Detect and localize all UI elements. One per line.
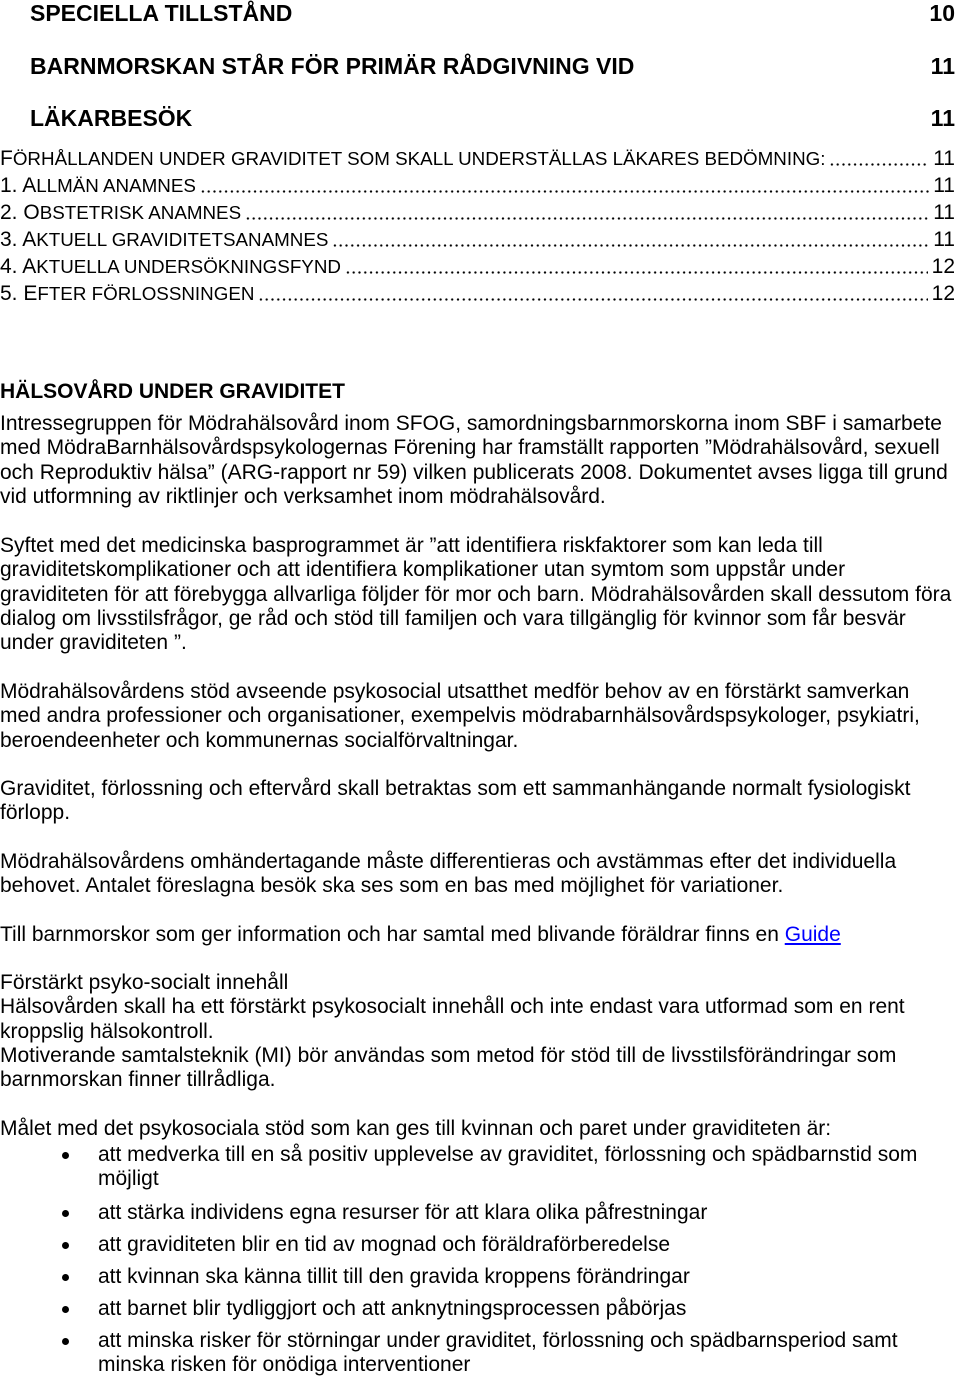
paragraph-line: graviditeten för att förebygga allvarliga följder för mor och barn. Mödrahälsovården skall dessutom föra	[0, 582, 952, 606]
list-item	[98, 1297, 686, 1321]
toc-entry-initial: 4. A	[0, 255, 37, 278]
list-item-line: att graviditeten blir en tid av mognad och föräldraförberedelse	[98, 1233, 671, 1256]
toc-entry-initial: F	[0, 147, 13, 170]
bullet-icon	[62, 1338, 69, 1345]
toc-entry	[0, 280, 955, 307]
toc-leader-dots	[200, 172, 929, 199]
purpose-paragraph	[0, 534, 960, 655]
paragraph-line: Mödrahälsovårdens stöd avseende psykosocial utsatthet medför behov av en förstärkt samverkan	[0, 680, 910, 703]
bullet-icon	[62, 1210, 69, 1217]
psychosocial-paragraph	[0, 971, 960, 1092]
toc-page-number: 11	[933, 147, 955, 170]
toc-entry-smallcaps: KTUELLA UNDERSÖKNINGSFYND	[36, 256, 341, 277]
toc-entry-label	[0, 172, 196, 199]
toc-leader-dots	[829, 145, 929, 172]
toc-entry	[0, 253, 955, 280]
list-item	[98, 1143, 917, 1192]
paragraph-line: och Reproduktiv hälsa” (ARG-rapport nr 59) vilken publicerats 2008. Dokumentet avses ligga till grund	[0, 460, 948, 484]
individual-paragraph	[0, 850, 960, 899]
toc-page-number: 11	[933, 228, 955, 251]
toc-entry-smallcaps: ÖRHÅLLANDEN UNDER GRAVIDITET SOM SKALL UNDERSTÄLLAS LÄKARES BEDÖMNING:	[12, 148, 826, 169]
support-paragraph	[0, 680, 960, 753]
paragraph-line: beroendeenheter och kommunernas socialförvaltningar.	[0, 728, 519, 752]
toc-page-number: 12	[931, 282, 955, 305]
paragraph-line: med andra professioner och organisationer, exempelvis mödrabarnhälsovårdspsykologer, psykiatri,	[0, 704, 920, 728]
list-item	[98, 1329, 898, 1378]
bullet-icon	[62, 1274, 69, 1281]
toc-heading-label: BARNMORSKAN STÅR FÖR PRIMÄR RÅDGIVNING VID	[30, 53, 635, 79]
paragraph-line: behovet. Antalet föreslagna besök ska ses som en bas med möjlighet för variationer.	[0, 874, 784, 898]
toc-page-number: 10	[929, 0, 955, 26]
toc-heading-row	[0, 105, 955, 131]
toc-entry-initial: 1. A	[0, 174, 37, 197]
paragraph-line: Motiverande samtalsteknik (MI) bör användas som metod för stöd till de livsstilsförändringar som	[0, 1043, 897, 1067]
paragraph-line: Hälsovården skall ha ett förstärkt psykosocialt innehåll och inte endast vara utformad som en rent	[0, 995, 905, 1019]
paragraph-line: Mödrahälsovårdens omhändertagande måste differentieras och avstämmas efter det individuella	[0, 850, 897, 873]
toc-entry	[0, 226, 955, 253]
toc-entry-smallcaps: LLMÄN ANAMNES	[36, 175, 196, 196]
toc-heading-row	[0, 0, 955, 26]
toc-page-number: 11	[930, 105, 955, 131]
toc-heading-label: SPECIELLA TILLSTÅND	[30, 0, 293, 26]
toc-page-number: 12	[931, 255, 955, 278]
pregnancy-paragraph	[0, 777, 960, 826]
toc-entry-smallcaps: BSTETRISK ANAMNES	[39, 202, 242, 223]
list-item-line: att minska risker för störningar under graviditet, förlossning och spädbarnsperiod samt	[98, 1329, 898, 1352]
paragraph-line: barnmorskan finner tillrådliga.	[0, 1068, 276, 1092]
toc-entry	[0, 145, 955, 172]
toc-page-number: 11	[933, 174, 955, 197]
paragraph-line: dialog om livsstilsfrågor, ge råd och stöd till familjen och vara tillgänglig för kvinnor som får besvär	[0, 606, 906, 630]
bullet-icon	[62, 1306, 69, 1313]
guide-paragraph	[0, 923, 960, 947]
goals-intro: Målet med det psykosociala stöd som kan ges till kvinnan och paret under graviditeten är:	[0, 1117, 832, 1140]
toc-entry-label	[0, 253, 341, 280]
toc-entry-label	[0, 226, 328, 253]
toc-entry-smallcaps: KTUELL GRAVIDITETSANAMNES	[36, 229, 329, 250]
toc-leader-dots	[332, 226, 929, 253]
toc-leader-dots	[258, 280, 927, 307]
toc-leader-dots	[345, 253, 928, 280]
list-item-line: att barnet blir tydliggjort och att anknytningsprocessen påbörjas	[98, 1297, 687, 1320]
toc-entry-smallcaps: FTER FÖRLOSSNINGEN	[37, 283, 255, 304]
guide-link[interactable]: Guide	[784, 923, 841, 946]
list-item	[98, 1233, 670, 1257]
toc-entry	[0, 172, 955, 199]
paragraph-line: graviditetskomplikationer och att identifiera komplikationer utan symtom som uppstår under	[0, 558, 846, 582]
paragraph-line	[0, 923, 960, 947]
toc-entry-label	[0, 280, 254, 307]
toc-heading-row	[0, 53, 955, 79]
paragraph-line: under graviditeten ”.	[0, 631, 187, 655]
bullet-icon	[62, 1242, 69, 1249]
toc-heading-label: LÄKARBESÖK	[30, 105, 193, 131]
paragraph-line: förlopp.	[0, 801, 71, 825]
paragraph-line: Syftet med det medicinska basprogrammet är ”att identifiera riskfaktorer som kan leda till	[0, 534, 823, 557]
paragraph-line: med MödraBarnhälsovårdspsykologernas Förening har framställt rapporten ”Mödrahälsovård, sexuell	[0, 436, 940, 460]
list-item	[98, 1201, 707, 1225]
bullet-icon	[62, 1152, 69, 1159]
toc-page-number: 11	[933, 201, 955, 224]
guide-text: Till barnmorskor som ger information och har samtal med blivande föräldrar finns en	[0, 923, 785, 946]
paragraph-subheading: Förstärkt psyko-socialt innehåll	[0, 971, 289, 994]
section-heading: HÄLSOVÅRD UNDER GRAVIDITET	[0, 380, 345, 403]
intro-paragraph	[0, 412, 960, 509]
toc-entry-initial: 5. E	[0, 282, 38, 305]
toc-page-number: 11	[930, 53, 955, 79]
toc-leader-dots	[245, 199, 929, 226]
toc-entry-initial: 3. A	[0, 228, 37, 251]
toc-entry-initial: 2. O	[0, 201, 40, 224]
list-item-line: möjligt	[98, 1167, 159, 1191]
toc-entry-label	[0, 199, 241, 226]
list-item	[98, 1265, 690, 1289]
list-item-line: att medverka till en så positiv upplevelse av graviditet, förlossning och spädbarnstid som	[98, 1143, 918, 1166]
toc-entry	[0, 199, 955, 226]
paragraph-line: vid utformning av riktlinjer och verksamhet inom mödrahälsovård.	[0, 484, 606, 508]
toc-entry-label	[0, 145, 825, 172]
paragraph-line: Graviditet, förlossning och eftervård skall betraktas som ett sammanhängande normalt fysiologiskt	[0, 777, 911, 800]
paragraph-line: Intressegruppen för Mödrahälsovård inom SFOG, samordningsbarnmorskorna inom SBF i samarbete	[0, 412, 942, 435]
paragraph-line: kroppslig hälsokontroll.	[0, 1019, 214, 1043]
list-item-line: att kvinnan ska känna tillit till den gravida kroppens förändringar	[98, 1265, 690, 1288]
list-item-line: att stärka individens egna resurser för att klara olika påfrestningar	[98, 1201, 708, 1224]
list-item-line: minska risken för onödiga interventioner	[98, 1353, 471, 1377]
